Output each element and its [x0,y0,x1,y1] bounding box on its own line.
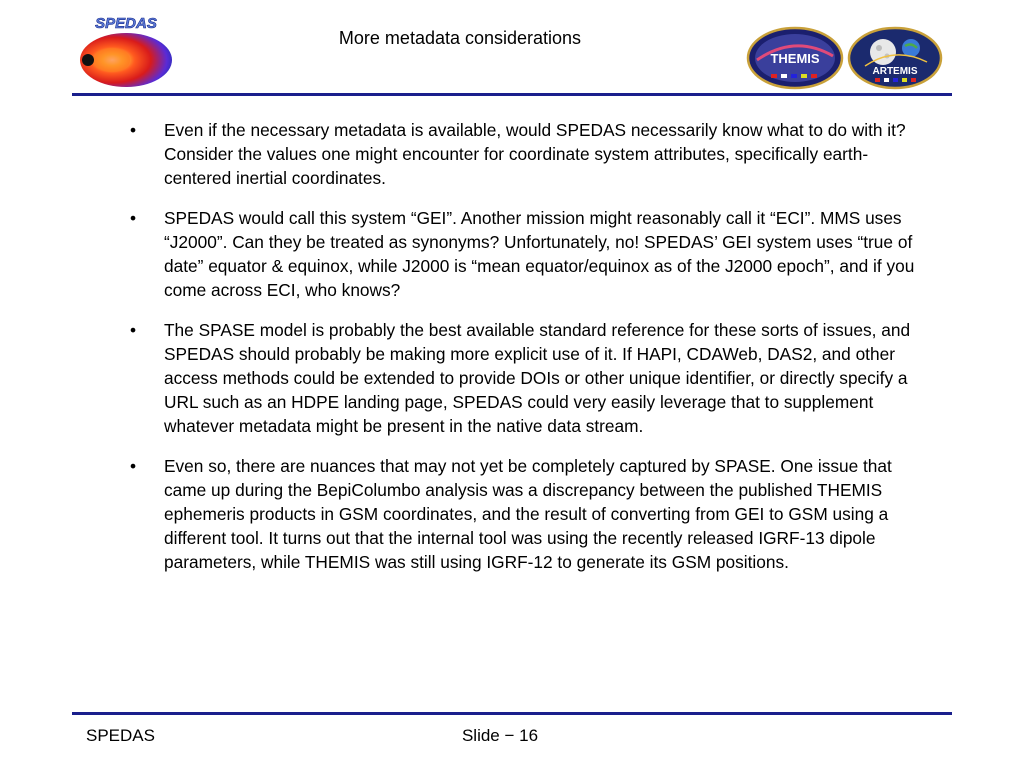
bullet-symbol: • [130,120,137,140]
slide-number: Slide − 16 [461,726,539,745]
bullet-text: SPEDAS would call this system “GEI”. Another mission might reasonably call it “ECI”. MMS uses “J2000”. Can they be treated as synonyms? Unfortunately, no! SPEDAS’ GEI system uses “true of date” equator & equinox, while J2000 is “mean equator/equinox as of the J2000 epoch”, and if you come across ECI, who knows? [164,208,915,300]
spedas-logo-text: SPEDAS [95,15,157,32]
bullet-item [128,454,934,574]
bullet-text: Even so, there are nuances that may not yet be completely captured by SPASE. One issue that came up during the BepiColumbo analysis was a discrepancy between the published THEMIS ephemeris products in GSM coordinates, and the result of converting from GEI to GSM using a different tool. It turns out that the internal tool was using the recently released IGRF-13 dipole parameters, while THEMIS was still using IGRF-12 to generate its GSM positions. [164,456,892,572]
bullet-symbol: • [130,456,137,476]
artemis-logo-text: ARTEMIS [872,66,918,77]
themis-logo-text: THEMIS [770,51,820,66]
bullet-text: The SPASE model is probably the best available standard reference for these sorts of issues, and SPEDAS should probably be making more explicit use of it. If HAPI, CDAWeb, DAS2, and other access methods could be extended to provide DOIs or other unique identifier, or directly specify a URL such as an HDPE landing page, SPEDAS could very easily leverage that to supplement whatever metadata might be present in the native data stream. [164,320,911,436]
bullet-text: Even if the necessary metadata is available, would SPEDAS necessarily know what to do with it? Consider the values one might encounter for coordinate system attributes, specifically earth-centered inertial coordinates. [164,120,906,188]
bullet-symbol: • [130,208,137,228]
header-rule [72,93,952,96]
bullet-item [128,318,934,438]
bullet-list [128,118,934,590]
footer-rule [72,712,952,715]
artemis-logo [849,28,941,88]
mission-logos [745,26,945,90]
bullet-symbol: • [130,320,137,340]
bullet-item [128,206,934,302]
slide-title: More metadata considerations [338,28,582,48]
bullet-item [128,118,934,190]
themis-logo [748,28,842,88]
footer-org: SPEDAS [86,726,155,745]
spedas-logo [78,14,174,90]
